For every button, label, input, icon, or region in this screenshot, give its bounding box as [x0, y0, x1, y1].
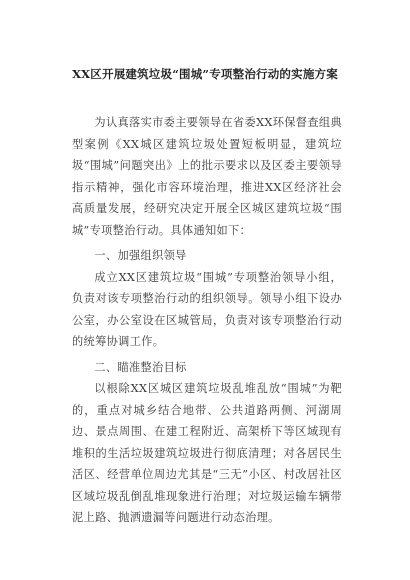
- section-heading-targets: 二、瞄准整治目标: [94, 360, 187, 374]
- section-body-targets: 以根除XX区城区建筑垃圾乱堆乱放“围城”为靶的，重点对城乡结合地带、公共道路两侧、河湖周边、景点周围、在建工程附近、高架桥下等区域现有堆积的生活垃圾建筑垃圾进行彻底清理；对各居民生活区、经营单位周边尤其是“三无”小区、村改居社区区域垃圾乱倒乱堆现象进行治理；对垃圾运输车辆带泥上路、抛洒遗漏等问题进行动态治理。: [72, 382, 342, 524]
- intro-paragraph: 为认真落实市委主要领导在省委XX环保督查组典型案例《XX城区建筑垃圾处置短板明显，建筑垃圾“围城”问题突出》上的批示要求以及区委主要领导指示精神，强化市容环境治理，推进XX区经济社会高质量发展，经研究决定开展全区城区建筑垃圾“围城”专项整治行动。具体通知如下：: [72, 116, 342, 237]
- document-title: XX区开展建筑垃圾“围城”专项整治行动的实施方案: [72, 67, 338, 81]
- section-heading-organization: 一、加强组织领导: [94, 249, 187, 262]
- document-body: [72, 112, 342, 529]
- section-body-organization: 成立XX区建筑垃圾“围城”专项整治领导小组，负责对该专项整治行动的组织领导。领导小组下设办公室，办公室设在区城管局，负责对该专项整治行动的统筹协调工作。: [72, 270, 342, 348]
